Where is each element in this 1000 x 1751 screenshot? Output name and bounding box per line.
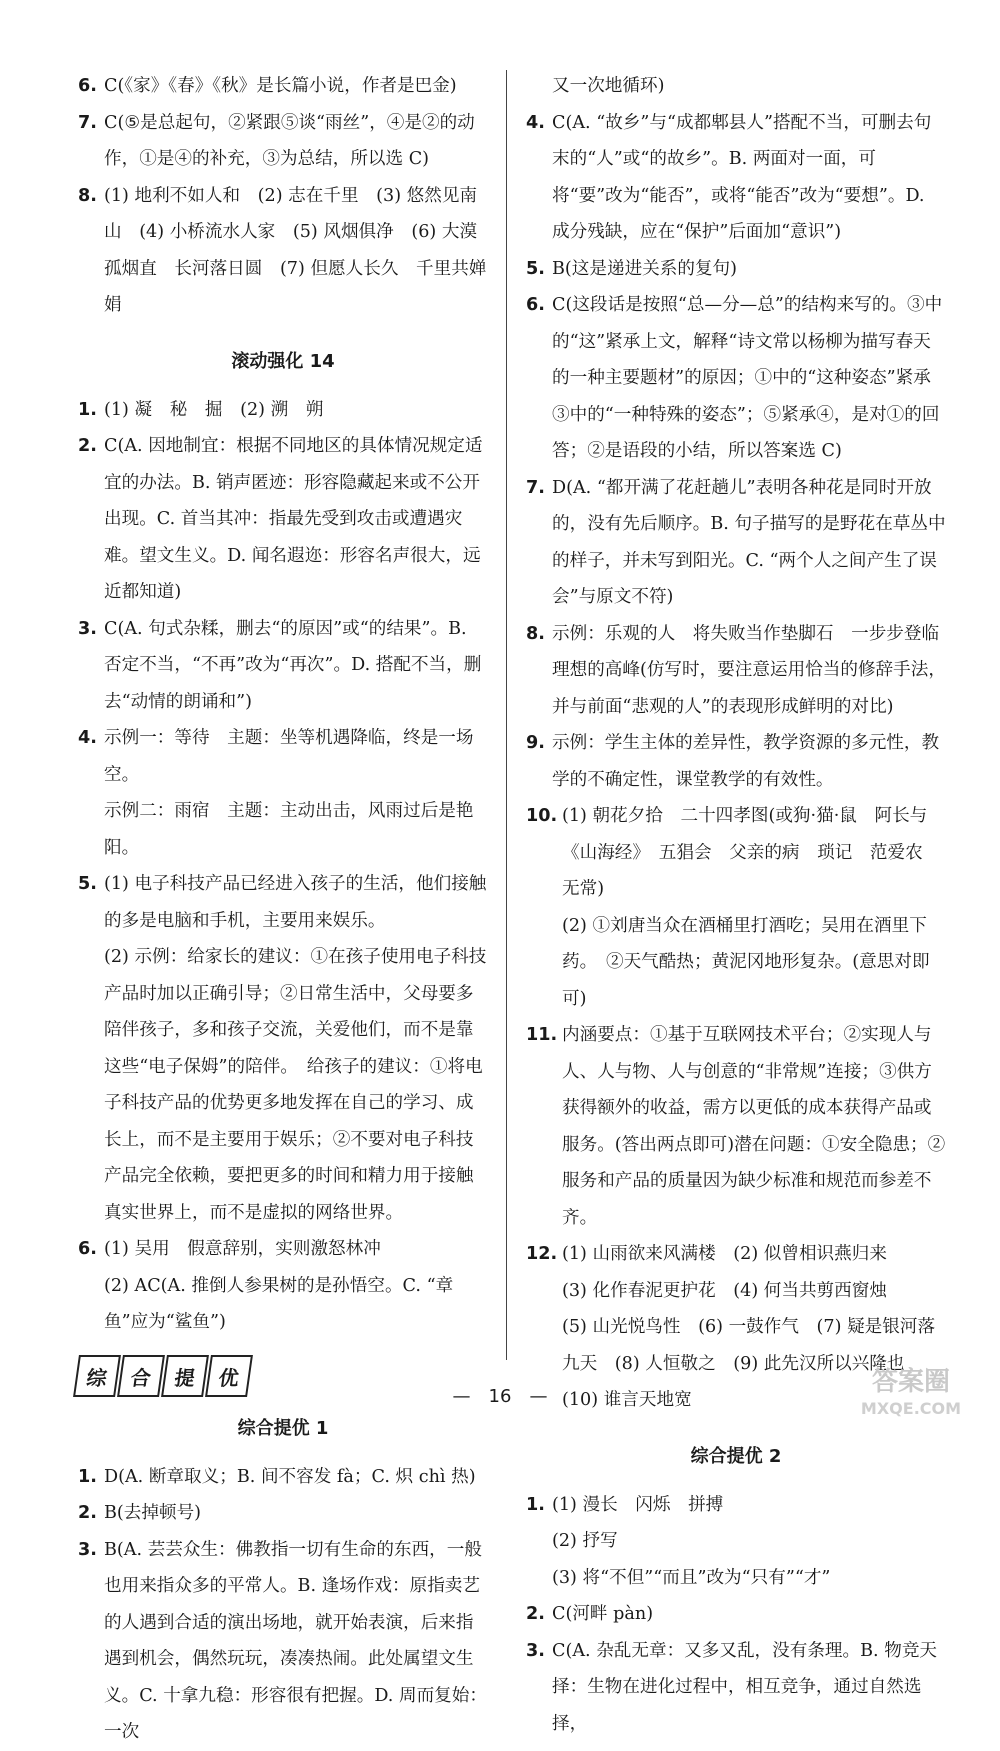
item-number: 9. [526, 733, 545, 753]
answer-item [78, 1459, 488, 1496]
item-line: B(这是递进关系的复句) [552, 258, 738, 279]
item-line: (1) 地利不如人和 (2) 志在千里 (3) 悠然见南山 (4) 小桥流水人家 (5) 风烟俱净 (6) 大漠孤烟直 长河落日圆 (7) 但愿人长久 千里共婵娟 [104, 185, 487, 315]
item-text [552, 251, 946, 288]
item-line: D(A. “都开满了花赶趟儿”表明各种花是同时开放的，没有先后顺序。B. 句子描写的是野花在草丛中的样子，并未写到阳光。C. “两个人之间产生了误会”与原文不符) [552, 477, 946, 607]
item-line: C(A. 杂乱无章：又多又乱，没有条理。B. 物竞天择：生物在进化过程中，相互竞争，通过自然选择， [552, 1640, 938, 1734]
item-line: C(A. 句式杂糅，删去“的原因”或“的结果”。B. 否定不当，“不再”改为“再次”。D. 搭配不当，删去“动情的朗诵和”) [104, 618, 482, 712]
item-text [552, 725, 946, 798]
item-number: 1. [526, 1494, 545, 1515]
item-line: D(A. 断章取义；B. 间不容发 fà；C. 炽 chì 热) [104, 1466, 476, 1487]
item-number: 1. [78, 399, 97, 420]
item-number: 3. [526, 1640, 545, 1661]
answer-item [78, 428, 488, 611]
item-line: (2) 示例：给家长的建议：①在孩子使用电子科技产品时加以正确引导；②日常生活中，父母要多陪伴孩子，多和孩子交流，关爱他们，而不是靠这些“电子保姆”的陪伴。 给孩子的建议：①将电子科技产品的优势更多地发挥在自己的学习、成长上，而不是主要用于娱乐；②不要对电子科技产品完全依赖，要把更多的时间和精力用于接触真实世界上，而不是虚拟的网络世界。 [104, 947, 487, 1223]
item-line: C(A. “故乡”与“成都郫县人”搭配不当，可删去句末的“人”或“的故乡”。B. 两面对一面，可将“要”改为“能否”，或将“能否”改为“要想”。D. 成分残缺，应在“保护”后面加“意识”) [552, 112, 932, 242]
right-items [526, 105, 946, 1419]
item-line: (3) 化作春泥更护花 (4) 何当共剪西窗烛 [562, 1280, 887, 1301]
answer-item [78, 1495, 488, 1532]
answer-item [526, 725, 946, 798]
item-number: 3. [78, 618, 97, 639]
item-line: (1) 吴用 假意辞别，实则激怒林冲 [104, 1239, 381, 1259]
answer-item [526, 1596, 946, 1633]
section-zonghe-2-items [526, 1487, 946, 1743]
watermark-line2: MXQE.COM [860, 1399, 962, 1418]
item-text [552, 470, 946, 616]
item-line: (1) 电子科技产品已经进入孩子的生活，他们接触的多是电脑和手机，主要用来娱乐。 [104, 874, 487, 931]
item-text [104, 866, 488, 1231]
watermark-logo [836, 1360, 986, 1422]
item-line: C(A. 因地制宜：根据不同地区的具体情况规定适宜的办法。B. 销声匿迹：形容隐藏起来或不公开出现。C. 首当其冲：指最先受到攻击或遭遇灾难。望文生义。D. 闻名遐迩：形容名声很大，远近都知道) [104, 436, 483, 602]
answer-item [526, 1017, 946, 1236]
answer-item [526, 798, 946, 1017]
item-line: (1) 漫长 闪烁 拼搏 [552, 1494, 724, 1515]
item-number: 1. [78, 1466, 97, 1487]
item-number: 6. [78, 1239, 97, 1259]
item-text [104, 1495, 488, 1532]
item-text [552, 616, 946, 726]
item-number: 6. [526, 295, 545, 315]
item-line: B(去掉顿号) [104, 1503, 202, 1523]
answer-item [526, 470, 946, 616]
item-number: 2. [78, 1503, 97, 1523]
item-number: 11. [526, 1025, 558, 1045]
answer-item [526, 251, 946, 288]
item-number: 7. [78, 112, 97, 133]
item-text [104, 1532, 488, 1751]
item-text [104, 392, 488, 429]
item-text [104, 428, 488, 611]
section-title-gundong-14: 滚动强化 14 [231, 350, 335, 372]
answer-item [78, 1532, 488, 1751]
banner-char: 合 [117, 1355, 165, 1397]
item-text [552, 287, 946, 470]
item-line: (1) 山雨欲来风满楼 (2) 似曾相识燕归来 [562, 1244, 887, 1264]
left-column [78, 68, 488, 1751]
item-number: 8. [78, 185, 97, 206]
item-number: 5. [78, 874, 97, 894]
item-number: 4. [78, 728, 97, 748]
item-text [104, 611, 488, 721]
item-line: (10) 谁言天地宽 [562, 1390, 692, 1410]
item-text [104, 68, 488, 105]
left-top-items [78, 68, 488, 324]
answer-item [78, 105, 488, 178]
answer-item [526, 105, 946, 251]
section-zonghe-1-items [78, 1459, 488, 1751]
item-line: (2) 抒写 [552, 1531, 618, 1551]
item-text [552, 105, 946, 251]
item-line: 示例一：等待 主题：坐等机遇降临，终是一场空。 [104, 728, 474, 785]
answer-item [78, 178, 488, 324]
item-text [552, 1596, 946, 1633]
item-number: 8. [526, 623, 545, 644]
item-line: (3) 将“不但”“而且”改为“只有”“才” [552, 1567, 831, 1588]
item-number: 10. [526, 806, 558, 826]
item-text [562, 798, 946, 1017]
item-text [104, 105, 488, 178]
item-number: 3. [78, 1539, 97, 1560]
item-number: 5. [526, 258, 545, 279]
item-text [104, 720, 488, 866]
answer-item [526, 616, 946, 726]
item-line: B(A. 芸芸众生：佛教指一切有生命的东西，一般也用来指众多的平常人。B. 逢场作戏：原指卖艺的人遇到合适的演出场地，就开始表演，后来指遇到机会，偶然玩玩，凑凑热闹。此处属望文生义。C. 十拿九稳：形容很有把握。D. 周而复始：一次 [104, 1539, 487, 1742]
item-line: (2) ①刘唐当众在酒桶里打酒吃；吴用在酒里下药。 ②天气酷热；黄泥冈地形复杂。(意思对即可) [562, 915, 930, 1009]
item-line: 示例：乐观的人 将失败当作垫脚石 一步步登临理想的高峰(仿写时，要注意运用恰当的修辞手法，并与前面“悲观的人”的表现形成鲜明的对比) [552, 623, 946, 717]
item-line: (1) 凝 秘 掘 (2) 溯 朔 [104, 399, 324, 420]
right-column [526, 68, 946, 1742]
item-line: 内涵要点：①基于互联网技术平台；②实现人与人、人与物、人与创意的“非常规”连接；③供方获得额外的收益，需方以更低的成本获得产品或服务。(答出两点即可)潜在问题：①安全隐患；②服务和产品的质量因为缺少标准和规范而参差不齐。 [562, 1025, 946, 1228]
item-number: 6. [78, 76, 97, 96]
watermark-line1: 答案圈 [871, 1367, 951, 1397]
item-line: 示例二：雨宿 主题：主动出击，风雨过后是艳阳。 [104, 801, 474, 858]
section-title-zonghe-1: 综合提优 1 [237, 1417, 329, 1439]
banner-char: 综 [73, 1355, 121, 1397]
item-text [552, 1633, 946, 1743]
item-line: C(《家》《春》《秋》是长篇小说，作者是巴金) [104, 76, 457, 96]
banner-char: 优 [205, 1355, 253, 1397]
item-text [552, 1487, 946, 1597]
answer-item [526, 1633, 946, 1743]
answer-item [78, 392, 488, 429]
answer-item [526, 287, 946, 470]
item-text [104, 178, 488, 324]
item-text [104, 1459, 488, 1496]
item-number: 7. [526, 477, 545, 498]
page-number: — 16 — [452, 1386, 548, 1407]
item-number: 2. [78, 436, 97, 456]
item-number: 4. [526, 112, 545, 133]
item-number: 12. [526, 1244, 558, 1264]
item-line: (1) 朝花夕拾 二十四孝图(或狗·猫·鼠 阿长与《山海经》 五猖会 父亲的病 琐记 范爱农 无常) [562, 806, 941, 899]
item-number: 2. [526, 1604, 545, 1624]
answer-item [78, 1231, 488, 1341]
item-text [104, 1231, 488, 1341]
item-line: 示例：学生主体的差异性，教学资源的多元性，教学的不确定性，课堂教学的有效性。 [552, 733, 940, 790]
answer-item [78, 68, 488, 105]
item-line: C(河畔 pàn) [552, 1604, 654, 1624]
answer-item [78, 720, 488, 866]
answer-item [526, 1487, 946, 1597]
item-line: C(这段话是按照“总—分—总”的结构来写的。③中的“这”紧承上文，解释“诗文常以杨柳为描写春天的一种主要题材”的原因；①中的“这种姿态”紧承③中的“一种特殊的姿态”；⑤紧承④，是对①的回答；②是语段的小结，所以答案选 C) [552, 295, 943, 461]
item-text [562, 1017, 946, 1236]
answer-item [78, 611, 488, 721]
section-gundong-14-items [78, 392, 488, 1341]
item-line: (2) AC(A. 推倒人参果树的是孙悟空。C. “章鱼”应为“鲨鱼”) [104, 1275, 454, 1332]
answer-item [78, 866, 488, 1231]
continuation-text: 又一次地循环) [552, 76, 665, 96]
banner-char: 提 [161, 1355, 209, 1397]
item-line: C(⑤是总起句，②紧跟⑤谈“雨丝”，④是②的动作，①是④的补充，③为总结，所以选 C) [104, 112, 475, 169]
section-title-zonghe-2: 综合提优 2 [690, 1445, 782, 1467]
column-divider [506, 70, 507, 1360]
item-line: (5) 山光悦鸟性 (6) 一鼓作气 (7) 疑是银河落九天 (8) 人恒敬之 (9) 此先汉所以兴隆也 [562, 1317, 936, 1374]
